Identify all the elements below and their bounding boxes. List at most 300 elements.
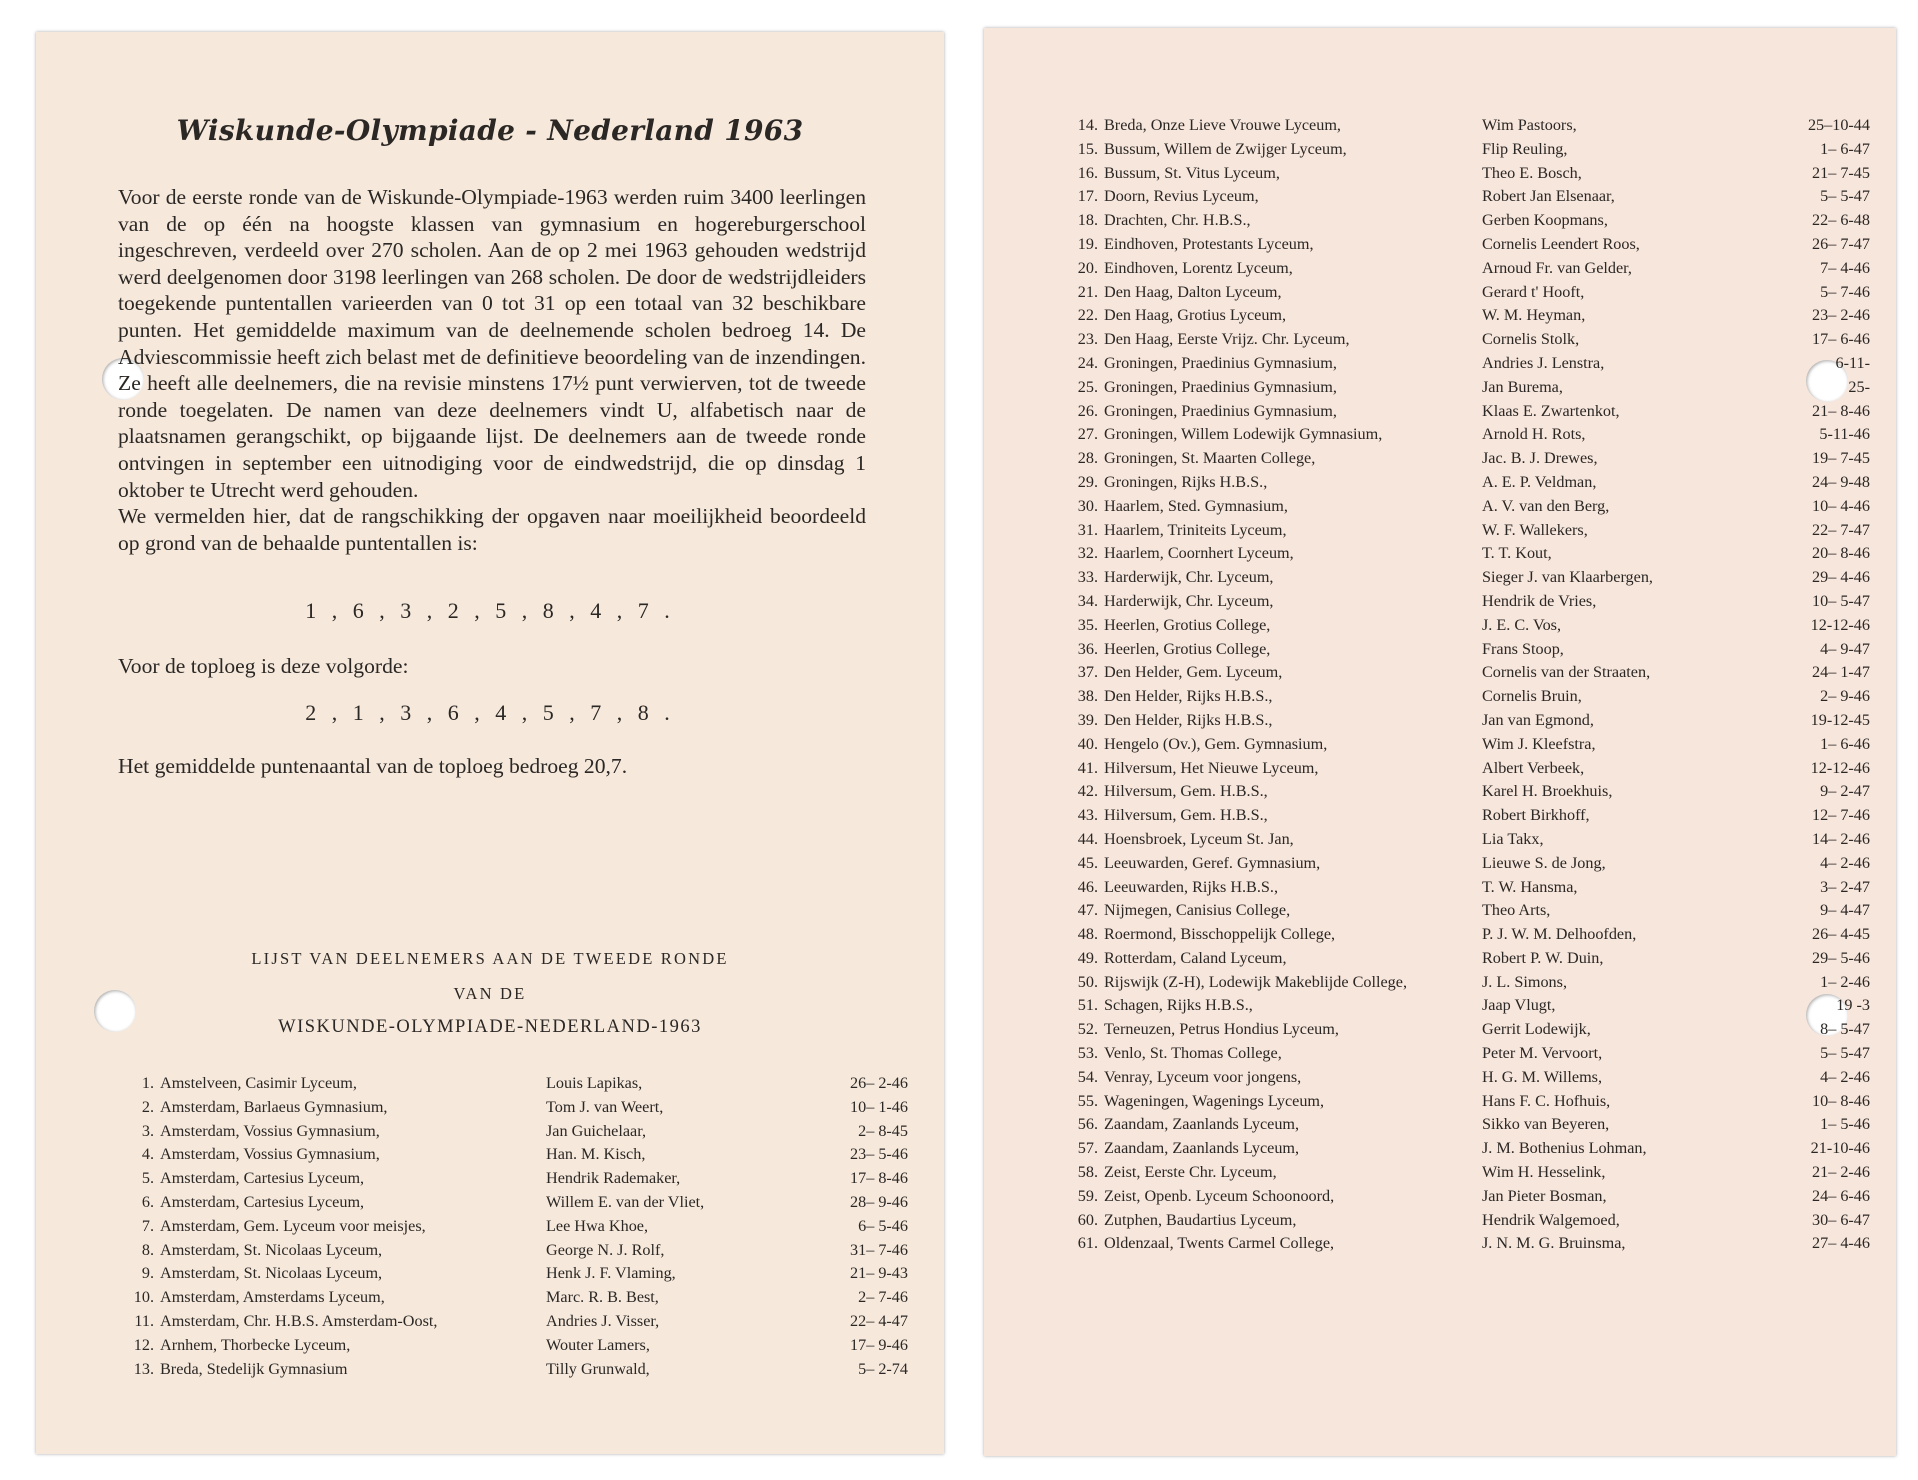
- participant-birthdate: 24– 1-47: [1812, 663, 1870, 682]
- participant-row: [1058, 735, 1870, 759]
- participant-birthdate: 29– 4-46: [1812, 568, 1870, 587]
- participant-name: Jaap Vlugt,: [1482, 996, 1556, 1015]
- participant-name: W. M. Heyman,: [1482, 306, 1586, 325]
- participant-name: Jan van Egmond,: [1482, 710, 1594, 729]
- participant-number: 11.: [134, 1311, 154, 1330]
- participant-birthdate: 26– 2-46: [850, 1074, 908, 1092]
- left-page: [36, 32, 944, 1454]
- participant-school: Harderwijk, Chr. Lyceum,: [1104, 591, 1274, 610]
- participant-school: Leeuwarden, Geref. Gymnasium,: [1104, 853, 1321, 872]
- participant-school: Den Haag, Grotius Lyceum,: [1104, 306, 1287, 325]
- participant-school: Zeist, Openb. Lyceum Schoonoord,: [1104, 1186, 1335, 1205]
- participant-birthdate: 6– 5-46: [858, 1216, 908, 1235]
- participant-name: Lieuwe S. de Jong,: [1482, 853, 1606, 872]
- participant-birthdate: 10– 4-46: [1812, 496, 1870, 515]
- participant-school: Hilversum, Gem. H.B.S.,: [1104, 806, 1268, 825]
- participant-school: Zaandam, Zaanlands Lyceum,: [1104, 1115, 1300, 1134]
- participant-row: [1058, 949, 1870, 973]
- participant-name: Flip Reuling,: [1482, 139, 1568, 158]
- participant-row: [126, 1098, 908, 1122]
- participant-school: Amsterdam, Cartesius Lyceum,: [160, 1192, 365, 1211]
- participant-number: 59.: [1077, 1186, 1098, 1205]
- participant-name: Andries J. Lenstra,: [1482, 353, 1605, 372]
- participant-row: [1058, 711, 1870, 735]
- participant-name: J. M. Bothenius Lohman,: [1482, 1139, 1647, 1158]
- participant-name: A. E. P. Veldman,: [1482, 472, 1597, 491]
- participant-row: [1058, 640, 1870, 664]
- participant-name: Cornelis Leendert Roos,: [1482, 234, 1640, 253]
- participant-birthdate: 26– 7-47: [1812, 234, 1870, 253]
- participant-birthdate: 5-11-46: [1819, 425, 1870, 444]
- participant-name: T. T. Kout,: [1482, 544, 1552, 563]
- participant-row: [1058, 1115, 1870, 1139]
- participant-school: Amsterdam, Amsterdams Lyceum,: [160, 1288, 385, 1307]
- participant-row: [1058, 235, 1870, 259]
- participant-birthdate: 19– 7-45: [1812, 449, 1870, 468]
- participant-number: 1.: [141, 1074, 154, 1092]
- participant-name: Henk J. F. Vlaming,: [546, 1264, 676, 1283]
- participant-row: [1058, 1139, 1870, 1163]
- participant-birthdate: 1– 5-46: [1820, 1115, 1870, 1134]
- participant-school: Breda, Onze Lieve Vrouwe Lyceum,: [1104, 116, 1341, 134]
- participant-school: Nijmegen, Canisius College,: [1104, 901, 1291, 920]
- participant-name: Robert Jan Elsenaar,: [1482, 187, 1615, 206]
- participant-number: 13.: [133, 1359, 154, 1378]
- participant-name: Wouter Lamers,: [546, 1335, 650, 1354]
- participant-birthdate: 21-10-46: [1810, 1139, 1870, 1158]
- participant-row: [1058, 1044, 1870, 1068]
- participant-birthdate: 10– 5-47: [1812, 591, 1870, 610]
- participant-number: 53.: [1077, 1044, 1098, 1063]
- participant-row: [1058, 996, 1870, 1020]
- participant-row: [126, 1122, 908, 1146]
- participant-birthdate: 31– 7-46: [850, 1240, 908, 1259]
- participant-name: J. N. M. G. Bruinsma,: [1482, 1234, 1626, 1253]
- participant-row: [1058, 164, 1870, 188]
- participant-school: Rotterdam, Caland Lyceum,: [1104, 948, 1287, 967]
- participant-school: Venray, Lyceum voor jongens,: [1104, 1067, 1302, 1086]
- participant-row: [1058, 497, 1870, 521]
- participant-name: Arnold H. Rots,: [1482, 425, 1586, 444]
- participant-name: Jan Pieter Bosman,: [1482, 1186, 1607, 1205]
- participant-school: Harderwijk, Chr. Lyceum,: [1104, 568, 1274, 587]
- participant-birthdate: 4– 9-47: [1820, 639, 1870, 658]
- participant-name: Sieger J. van Klaarbergen,: [1482, 568, 1653, 587]
- participant-school: Den Helder, Gem. Lyceum,: [1104, 663, 1283, 682]
- participant-name: J. E. C. Vos,: [1482, 615, 1562, 634]
- participant-name: A. V. van den Berg,: [1482, 496, 1610, 515]
- participant-row: [1058, 1092, 1870, 1116]
- participant-birthdate: 22– 4-47: [850, 1311, 908, 1330]
- participant-school: Roermond, Bisschoppelijk College,: [1104, 925, 1336, 944]
- participant-name: Wim H. Hesselink,: [1482, 1163, 1606, 1182]
- toploeg-order: 2 , 1 , 3 , 6 , 4 , 5 , 7 , 8 .: [305, 700, 675, 725]
- participant-school: Arnhem, Thorbecke Lyceum,: [160, 1335, 351, 1354]
- participant-school: Oldenzaal, Twents Carmel College,: [1104, 1234, 1335, 1253]
- participant-school: Leeuwarden, Rijks H.B.S.,: [1104, 877, 1278, 896]
- participant-birthdate: 24– 9-48: [1812, 472, 1870, 491]
- participant-row: [1058, 901, 1870, 925]
- participant-birthdate: 10– 1-46: [850, 1097, 908, 1116]
- participant-birthdate: 1– 6-47: [1820, 139, 1870, 158]
- participant-row: [1058, 187, 1870, 211]
- participant-number: 54.: [1077, 1067, 1098, 1086]
- participant-birthdate: 9– 2-47: [1820, 782, 1870, 801]
- participant-name: Theo Arts,: [1482, 901, 1551, 920]
- participant-row: [1058, 1234, 1870, 1258]
- participant-birthdate: 3– 2-47: [1820, 877, 1870, 896]
- participant-row: [1058, 330, 1870, 354]
- participant-birthdate: 7– 4-46: [1820, 258, 1870, 277]
- participant-row: [126, 1241, 908, 1265]
- participant-birthdate: 27– 4-46: [1812, 1234, 1870, 1253]
- participant-school: Den Haag, Eerste Vrijz. Chr. Lyceum,: [1104, 330, 1350, 349]
- participant-number: 43.: [1077, 806, 1098, 825]
- participant-school: Amsterdam, Barlaeus Gymnasium,: [160, 1097, 388, 1116]
- participant-name: Frans Stoop,: [1482, 639, 1564, 658]
- participant-number: 2.: [141, 1097, 154, 1116]
- participant-birthdate: 21– 2-46: [1812, 1163, 1870, 1182]
- participant-name: Cornelis Bruin,: [1482, 687, 1582, 706]
- participant-number: 34.: [1077, 591, 1098, 610]
- participant-row: [1058, 378, 1870, 402]
- participant-birthdate: 5– 2-74: [858, 1359, 908, 1378]
- participant-name: H. G. M. Willems,: [1482, 1067, 1603, 1086]
- participant-row: [126, 1288, 908, 1312]
- participant-school: Rijswijk (Z-H), Lodewijk Makeblijde College,: [1104, 972, 1408, 991]
- participant-school: Heerlen, Grotius College,: [1104, 615, 1271, 634]
- participant-name: P. J. W. M. Delhoofden,: [1482, 925, 1637, 944]
- participant-school: Venlo, St. Thomas College,: [1104, 1044, 1282, 1063]
- participant-school: Hilversum, Gem. H.B.S.,: [1104, 782, 1268, 801]
- participant-number: 19.: [1077, 234, 1098, 253]
- participant-number: 35.: [1077, 615, 1098, 634]
- participant-birthdate: 8– 5-47: [1820, 1020, 1870, 1039]
- participant-name: Jan Guichelaar,: [546, 1121, 647, 1140]
- participant-number: 18.: [1077, 211, 1098, 230]
- participant-birthdate: 1– 2-46: [1820, 972, 1870, 991]
- participant-school: Den Haag, Dalton Lyceum,: [1104, 282, 1282, 301]
- participant-name: Klaas E. Zwartenkot,: [1482, 401, 1620, 420]
- participant-number: 46.: [1077, 877, 1098, 896]
- participant-row: [1058, 759, 1870, 783]
- participant-birthdate: 25–10-44: [1807, 116, 1870, 134]
- participant-number: 27.: [1077, 425, 1098, 444]
- participant-row: [1058, 568, 1870, 592]
- participant-row: [126, 1217, 908, 1241]
- intro-text: Voor de eerste ronde van de Wiskunde-Olympiade-1963 werden ruim 3400 leerlingen van de op één na hoogste klassen van gymnasium en hogereburgerschool ingeschreven, verdeeld over 270 scholen. Aan de op 2 mei 1963 gehouden wedstrijd werd deelgenomen door 3198 leerlingen van 268 scholen. De door de wedstrijdleiders toegekende puntentallen varieerden van 0 tot 31 op een totaal van 32 beschikbare punten. Het gemiddelde maximum van de deelnemende scholen bedroeg 14. De Adviescommissie heeft zich belast met de definitieve beoordeling van de inzendingen. Ze heeft alle deelnemers, die na revisie minstens 17½ punt verwierven, tot de tweede ronde toegelaten. De namen van deze deelnemers vindt U, alfabetisch naar de plaatsnamen gerangschikt, op bijgaande lijst. De deelnemers aan de tweede ronde ontvingen in september een uitnodiging voor de eindwedstrijd, die op dinsdag 1 oktober te Utrecht werd gehouden.: [118, 185, 866, 502]
- participant-name: Jac. B. J. Drewes,: [1482, 449, 1598, 468]
- participant-number: 58.: [1077, 1163, 1098, 1182]
- participant-number: 57.: [1077, 1139, 1098, 1158]
- participant-school: Haarlem, Triniteits Lyceum,: [1104, 520, 1287, 539]
- participant-number: 52.: [1077, 1020, 1098, 1039]
- participant-birthdate: 22– 7-47: [1812, 520, 1870, 539]
- participant-row: [126, 1336, 908, 1360]
- participant-school: Amsterdam, St. Nicolaas Lyceum,: [160, 1264, 383, 1283]
- participant-number: 33.: [1077, 568, 1098, 587]
- participant-birthdate: 6-11-: [1835, 353, 1870, 372]
- participant-number: 15.: [1077, 139, 1098, 158]
- participant-birthdate: 23– 5-46: [850, 1145, 908, 1164]
- participant-row: [1058, 283, 1870, 307]
- participant-school: Groningen, Praedinius Gymnasium,: [1104, 353, 1337, 372]
- participant-birthdate: 10– 8-46: [1812, 1091, 1870, 1110]
- participant-number: 10.: [133, 1288, 154, 1307]
- participant-number: 28.: [1077, 449, 1098, 468]
- participant-school: Groningen, Willem Lodewijk Gymnasium,: [1104, 425, 1383, 444]
- participant-school: Hilversum, Het Nieuwe Lyceum,: [1104, 758, 1319, 777]
- participant-school: Terneuzen, Petrus Hondius Lyceum,: [1104, 1020, 1339, 1039]
- participant-birthdate: 5– 5-47: [1820, 187, 1870, 206]
- participant-number: 45.: [1077, 853, 1098, 872]
- participant-name: Lee Hwa Khoe,: [546, 1216, 649, 1235]
- participant-row: [1058, 140, 1870, 164]
- participant-name: Sikko van Beyeren,: [1482, 1115, 1610, 1134]
- participant-birthdate: 28– 9-46: [850, 1192, 908, 1211]
- participant-number: 38.: [1077, 687, 1098, 706]
- participant-school: Eindhoven, Protestants Lyceum,: [1104, 234, 1314, 253]
- participant-name: Marc. R. B. Best,: [546, 1288, 659, 1307]
- participant-number: 6.: [141, 1192, 154, 1211]
- participant-row: [1058, 592, 1870, 616]
- participant-row: [1058, 663, 1870, 687]
- page-title: Wiskunde-Olympiade - Nederland 1963: [176, 114, 804, 147]
- participant-row: [1058, 544, 1870, 568]
- participant-school: Zaandam, Zaanlands Lyceum,: [1104, 1139, 1300, 1158]
- participant-row: [1058, 1187, 1870, 1211]
- participant-row: [1058, 830, 1870, 854]
- participant-birthdate: 20– 8-46: [1812, 544, 1870, 563]
- participant-row: [1058, 449, 1870, 473]
- participant-row: [126, 1145, 908, 1169]
- participant-birthdate: 23– 2-46: [1812, 306, 1870, 325]
- participant-name: Karel H. Broekhuis,: [1482, 782, 1613, 801]
- participant-school: Eindhoven, Lorentz Lyceum,: [1104, 258, 1293, 277]
- participant-name: Theo E. Bosch,: [1482, 163, 1582, 182]
- participant-row: [1058, 211, 1870, 235]
- participant-number: 29.: [1077, 472, 1098, 491]
- participant-school: Groningen, Praedinius Gymnasium,: [1104, 401, 1337, 420]
- participant-row: [1058, 402, 1870, 426]
- participant-birthdate: 26– 4-45: [1812, 925, 1870, 944]
- participant-number: 39.: [1077, 710, 1098, 729]
- participant-name: T. W. Hansma,: [1482, 877, 1578, 896]
- participant-row: [1058, 854, 1870, 878]
- participant-birthdate: 21– 7-45: [1812, 163, 1870, 182]
- participant-birthdate: 2– 8-45: [858, 1121, 908, 1140]
- participant-name: Andries J. Visser,: [546, 1311, 660, 1330]
- participant-number: 7.: [141, 1216, 154, 1235]
- participant-name: Jan Burema,: [1482, 377, 1563, 396]
- participant-number: 4.: [141, 1145, 154, 1164]
- list-heading-line-3: WISKUNDE-OLYMPIADE-NEDERLAND-1963: [278, 1017, 702, 1037]
- participant-birthdate: 17– 9-46: [850, 1335, 908, 1354]
- participant-school: Schagen, Rijks H.B.S.,: [1104, 996, 1253, 1015]
- participant-birthdate: 12-12-46: [1810, 758, 1870, 777]
- participant-number: 32.: [1077, 544, 1098, 563]
- participant-number: 3.: [141, 1121, 154, 1140]
- participant-school: Amsterdam, Chr. H.B.S. Amsterdam-Oost,: [160, 1311, 438, 1330]
- participant-number: 47.: [1077, 901, 1098, 920]
- participant-name: Gerard t' Hooft,: [1482, 282, 1585, 301]
- participant-row: [126, 1264, 908, 1288]
- participant-name: Wim Pastoors,: [1482, 116, 1577, 134]
- participant-school: Amstelveen, Casimir Lyceum,: [160, 1074, 357, 1092]
- participant-school: Den Helder, Rijks H.B.S.,: [1104, 687, 1273, 706]
- participant-birthdate: 29– 5-46: [1812, 948, 1870, 967]
- participant-name: Tom J. van Weert,: [546, 1097, 664, 1116]
- participant-number: 26.: [1077, 401, 1098, 420]
- participant-number: 25.: [1077, 377, 1098, 396]
- participant-school: Groningen, St. Maarten College,: [1104, 449, 1316, 468]
- toploeg-average: Het gemiddelde puntenaantal van de toploeg bedroeg 20,7.: [118, 754, 628, 778]
- participant-name: W. F. Wallekers,: [1482, 520, 1588, 539]
- participant-number: 23.: [1077, 330, 1098, 349]
- participant-birthdate: 21– 9-43: [850, 1264, 908, 1283]
- participant-name: Hendrik de Vries,: [1482, 591, 1597, 610]
- participant-number: 17.: [1077, 187, 1098, 206]
- participant-row: [1058, 354, 1870, 378]
- participant-name: Tilly Grunwald,: [546, 1359, 650, 1378]
- right-page: [984, 28, 1896, 1456]
- participant-birthdate: 4– 2-46: [1820, 1067, 1870, 1086]
- participant-birthdate: 5– 7-46: [1820, 282, 1870, 301]
- participant-number: 22.: [1077, 306, 1098, 325]
- participant-row: [1058, 878, 1870, 902]
- participant-birthdate: 25-: [1848, 377, 1870, 396]
- participant-school: Amsterdam, Cartesius Lyceum,: [160, 1169, 365, 1188]
- participant-number: 49.: [1077, 948, 1098, 967]
- participant-number: 37.: [1077, 663, 1098, 682]
- participant-birthdate: 2– 9-46: [1820, 687, 1870, 706]
- participant-row: [126, 1193, 908, 1217]
- participant-number: 56.: [1077, 1115, 1098, 1134]
- participant-number: 12.: [133, 1335, 154, 1354]
- participant-school: Amsterdam, Gem. Lyceum voor meisjes,: [160, 1216, 426, 1235]
- participant-school: Zutphen, Baudartius Lyceum,: [1104, 1210, 1297, 1229]
- participant-row: [1058, 806, 1870, 830]
- participant-row: [1058, 1163, 1870, 1187]
- participant-number: 16.: [1077, 163, 1098, 182]
- participant-birthdate: 1– 6-46: [1820, 734, 1870, 753]
- participant-row: [126, 1360, 908, 1384]
- participant-number: 9.: [141, 1264, 154, 1283]
- participant-row: [1058, 782, 1870, 806]
- participant-birthdate: 14– 2-46: [1812, 829, 1870, 848]
- list-heading-line-2: VAN DE: [453, 984, 527, 1003]
- participant-birthdate: 12– 7-46: [1812, 806, 1870, 825]
- participant-row: [1058, 521, 1870, 545]
- participant-name: Cornelis Stolk,: [1482, 330, 1580, 349]
- participant-row: [1058, 1020, 1870, 1044]
- participant-name: Robert P. W. Duin,: [1482, 948, 1604, 967]
- participant-birthdate: 30– 6-47: [1812, 1210, 1870, 1229]
- participant-school: Heerlen, Grotius College,: [1104, 639, 1271, 658]
- participant-number: 30.: [1077, 496, 1098, 515]
- participant-school: Groningen, Rijks H.B.S.,: [1104, 472, 1268, 491]
- participant-school: Groningen, Praedinius Gymnasium,: [1104, 377, 1337, 396]
- participant-number: 14.: [1077, 116, 1098, 134]
- participant-row: [126, 1312, 908, 1336]
- participant-row: [1058, 306, 1870, 330]
- participant-number: 60.: [1077, 1210, 1098, 1229]
- participant-birthdate: 9– 4-47: [1820, 901, 1870, 920]
- participant-number: 41.: [1077, 758, 1098, 777]
- participant-list-left: [126, 1074, 908, 1383]
- participant-number: 21.: [1077, 282, 1098, 301]
- ranking-text: We vermelden hier, dat de rangschikking der opgaven naar moeilijkheid beoordeeld op grond van de behaalde puntentallen is:: [118, 504, 866, 555]
- participant-name: Han. M. Kisch,: [546, 1145, 646, 1164]
- participant-row: [1058, 616, 1870, 640]
- participant-number: 48.: [1077, 925, 1098, 944]
- participant-birthdate: 2– 7-46: [858, 1288, 908, 1307]
- participant-number: 8.: [141, 1240, 154, 1259]
- participant-name: Arnoud Fr. van Gelder,: [1482, 258, 1632, 277]
- participant-school: Drachten, Chr. H.B.S.,: [1104, 211, 1251, 230]
- participant-name: Hendrik Walgemoed,: [1482, 1210, 1620, 1229]
- participant-birthdate: 24– 6-46: [1812, 1186, 1870, 1205]
- participant-birthdate: 19 -3: [1836, 996, 1870, 1015]
- participant-number: 55.: [1077, 1091, 1098, 1110]
- participant-school: Zeist, Eerste Chr. Lyceum,: [1104, 1163, 1277, 1182]
- participant-school: Bussum, Willem de Zwijger Lyceum,: [1104, 139, 1347, 158]
- participant-number: 61.: [1077, 1234, 1098, 1253]
- participant-name: Hans F. C. Hofhuis,: [1482, 1091, 1611, 1110]
- participant-row: [1058, 116, 1870, 140]
- participant-name: Gerben Koopmans,: [1482, 211, 1608, 230]
- participant-number: 5.: [141, 1169, 154, 1188]
- participant-birthdate: 22– 6-48: [1812, 211, 1870, 230]
- participant-birthdate: 5– 5-47: [1820, 1044, 1870, 1063]
- participant-school: Bussum, St. Vitus Lyceum,: [1104, 163, 1280, 182]
- participant-school: Hoensbroek, Lyceum St. Jan,: [1104, 829, 1294, 848]
- participant-number: 20.: [1077, 258, 1098, 277]
- participant-birthdate: 17– 8-46: [850, 1169, 908, 1188]
- list-heading-line-1: LIJST VAN DEELNEMERS AAN DE TWEEDE RONDE: [251, 949, 729, 968]
- participant-row: [1058, 473, 1870, 497]
- participant-row: [1058, 1068, 1870, 1092]
- intro-paragraph: [118, 184, 866, 556]
- participant-row: [1058, 425, 1870, 449]
- participant-number: 51.: [1077, 996, 1098, 1015]
- participant-school: Hengelo (Ov.), Gem. Gymnasium,: [1104, 734, 1328, 753]
- participant-school: Breda, Stedelijk Gymnasium: [160, 1359, 348, 1378]
- participant-row: [1058, 259, 1870, 283]
- participant-school: Amsterdam, St. Nicolaas Lyceum,: [160, 1240, 383, 1259]
- participant-number: 40.: [1077, 734, 1098, 753]
- participant-number: 42.: [1077, 782, 1098, 801]
- participant-name: George N. J. Rolf,: [546, 1240, 665, 1259]
- participant-row: [1058, 925, 1870, 949]
- participant-name: Lia Takx,: [1482, 829, 1544, 848]
- participant-row: [126, 1169, 908, 1193]
- participant-row: [1058, 973, 1870, 997]
- participant-school: Den Helder, Rijks H.B.S.,: [1104, 710, 1273, 729]
- participant-row: [126, 1074, 908, 1098]
- toploeg-intro: Voor de toploeg is deze volgorde:: [118, 654, 409, 678]
- participant-number: 31.: [1077, 520, 1098, 539]
- participant-name: Robert Birkhoff,: [1482, 806, 1590, 825]
- participant-birthdate: 12-12-46: [1810, 615, 1870, 634]
- participant-row: [1058, 687, 1870, 711]
- participant-name: Albert Verbeek,: [1482, 758, 1585, 777]
- participant-birthdate: 17– 6-46: [1812, 330, 1870, 349]
- participant-number: 36.: [1077, 639, 1098, 658]
- participant-school: Wageningen, Wagenings Lyceum,: [1104, 1091, 1325, 1110]
- participant-name: Gerrit Lodewijk,: [1482, 1020, 1591, 1039]
- participant-number: 24.: [1077, 353, 1098, 372]
